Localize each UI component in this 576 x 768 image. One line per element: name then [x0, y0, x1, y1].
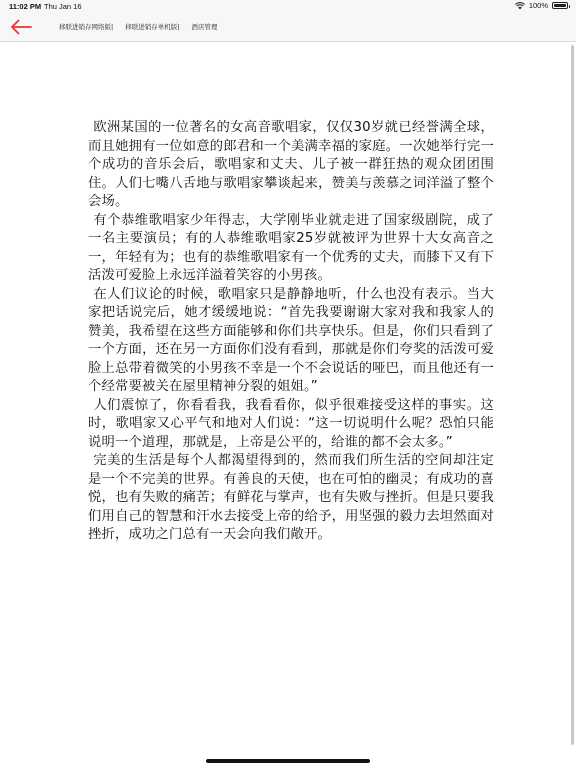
- tab-hotel-management[interactable]: 酒店管理: [191, 23, 218, 31]
- tab-standalone-edition[interactable]: 移联进销存单机版|: [125, 23, 180, 31]
- battery-percent: 100%: [528, 1, 548, 10]
- back-arrow-icon[interactable]: [10, 19, 32, 35]
- status-date: Thu Jan 16: [44, 2, 82, 11]
- nav-tabs: [59, 22, 217, 31]
- article-paragraph: 人们震惊了，你看看我，我看看你，似乎很难接受这样的事实。这时，歌唱家又心平气和地对人们说：“这一切说明什么呢？恐怕只能说明一个道理，那就是，上帝是公平的，给谁的都不会太多。”: [88, 397, 494, 450]
- vertical-scrollbar[interactable]: [571, 45, 574, 745]
- article-paragraph: 完美的生活是每个人都渴望得到的，然而我们所生活的空间却注定是一个不完美的世界。有善良的天使，也在可怕的幽灵；有成功的喜悦，也有失败的痛苦；有鲜花与掌声，也有失败与挫折。但是只要我们用自己的智慧和汗水去接受上帝的给予，用坚强的毅力去坦然面对挫折，成功之门总有一天会向我们敞开。: [88, 453, 494, 542]
- home-indicator[interactable]: [206, 759, 370, 763]
- status-bar: [0, 0, 576, 13]
- article-paragraph: 欧洲某国的一位著名的女高音歌唱家，仅仅30岁就已经誉满全球，而且她拥有一位如意的郎君和一个美满幸福的家庭。一次她举行完一个成功的音乐会后，歌唱家和丈夫、儿子被一群狂热的观众团团围住。人们七嘴八舌地与歌唱家攀谈起来，赞美与羡慕之词洋溢了整个会场。: [88, 120, 494, 209]
- status-right-group: [515, 1, 568, 10]
- battery-icon: [552, 2, 568, 9]
- wifi-icon: [515, 2, 525, 10]
- navigation-bar: [0, 13, 576, 42]
- status-time: 11:02 PM: [9, 2, 42, 11]
- article-body: [88, 119, 494, 545]
- article-paragraph: 在人们议论的时候，歌唱家只是静静地听，什么也没有表示。当大家把话说完后，她才缓缓地说：“首先我要谢谢大家对我和我家人的赞美，我希望在这些方面能够和你们共享快乐。但是，你们只看到了一个方面，还在另一方面你们没有看到，那就是你们夸奖的活泼可爱脸上总带着微笑的小男孩不幸是一个不会说话的哑巴，而且他还有一个经常要被关在屋里精神分裂的姐姐。”: [88, 286, 494, 394]
- tab-network-edition[interactable]: 移联进销存网络版|: [59, 23, 114, 31]
- article-paragraph: 有个恭维歌唱家少年得志，大学刚毕业就走进了国家级剧院，成了一名主要演员；有的人恭维歌唱家25岁就被评为世界十大女高音之一，年轻有为；也有的恭维歌唱家有一个优秀的丈夫，而膝下又有下活泼可爱脸上永远洋溢着笑容的小男孩。: [88, 212, 494, 283]
